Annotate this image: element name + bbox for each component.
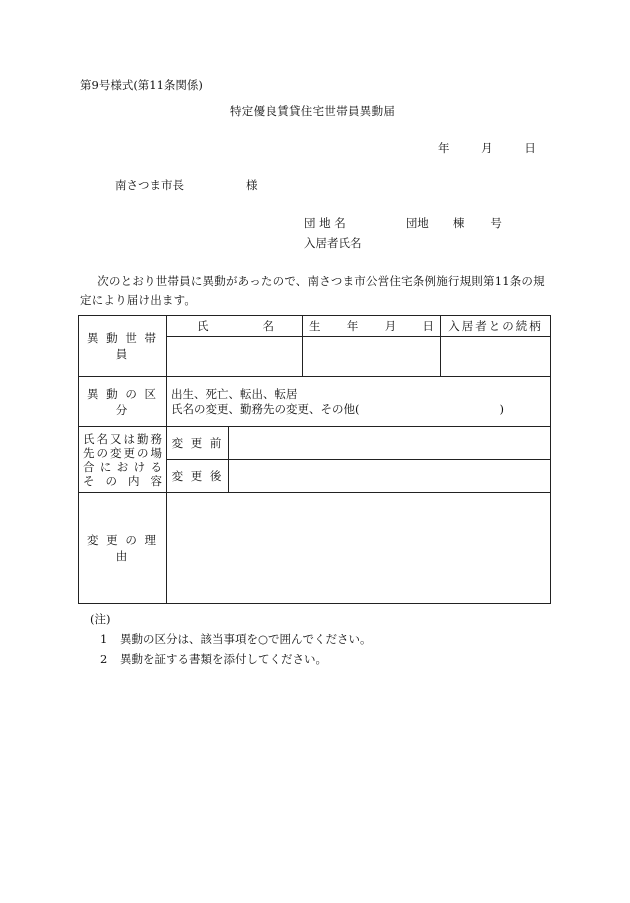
change-reason-label: 変 更 の 理 由 [79, 493, 167, 604]
document-title: 特定優良賃貸住宅世帯員異動届 [230, 104, 396, 118]
note-number: 2 [100, 652, 108, 666]
change-category-line2 [171, 402, 546, 417]
birthdate-input-cell[interactable] [303, 337, 441, 377]
birthdate-column-header [303, 316, 441, 337]
form-number-label: 第9号様式(第11条関係) [80, 78, 203, 92]
room-number-label: 号 [490, 216, 502, 230]
addressee-name: 南さつま市長 [115, 178, 184, 192]
notification-table [78, 315, 551, 604]
before-change-label: 変 更 前 [167, 427, 229, 460]
relation-input-cell[interactable] [441, 337, 551, 377]
birth-header-day: 日 [422, 319, 435, 333]
note-number: 1 [100, 632, 108, 646]
birth-header-year: 年 [346, 319, 370, 333]
changed-member-label: 異 動 世 帯 員 [79, 316, 167, 377]
change-reason-input-cell[interactable] [167, 493, 551, 604]
note-item [100, 634, 372, 646]
addressee-honorific: 様 [246, 178, 258, 192]
notes-heading: (注) [90, 612, 111, 626]
note-text: 異動を証する書類を添付してください。 [120, 652, 327, 666]
after-change-label: 変 更 後 [167, 460, 229, 493]
birth-header-month: 月 [384, 319, 408, 333]
change-category-options: 氏名の変更、勤務先の変更、その他( [171, 401, 360, 416]
date-month-label: 月 [481, 141, 493, 155]
building-label: 団地 [405, 216, 429, 230]
change-category-line1: 出生、死亡、転出、転居 [171, 386, 298, 401]
resident-name-label: 入居者氏名 [304, 236, 362, 250]
change-category-close: ) [499, 401, 504, 416]
addressee-line [115, 180, 258, 192]
birth-header-part1: 生 [309, 319, 332, 333]
change-content-label-line3: 合における [83, 459, 162, 474]
change-content-label-line2: 先の変更の場 [83, 445, 162, 460]
note-text: 異動の区分は、該当事項を○で囲んでください。 [120, 632, 372, 646]
date-line [438, 143, 536, 155]
relation-column-header: 入居者との続柄 [441, 316, 551, 337]
name-column-header [167, 316, 303, 337]
after-change-input-cell[interactable] [229, 460, 551, 493]
note-item [100, 654, 327, 666]
change-category-cell[interactable] [167, 377, 551, 427]
change-content-label [79, 427, 167, 493]
change-content-label-line4: そ の 内 容 [83, 473, 162, 488]
body-paragraph: 次のとおり世帯員に異動があったので、南さつま市公営住宅条例施行規則第11条の規定により届け出ます。 [80, 274, 545, 307]
danchi-line [304, 218, 502, 230]
change-content-label-line1: 氏名又は勤務 [83, 431, 162, 446]
change-category-label: 異 動 の 区 分 [79, 377, 167, 427]
date-year-label: 年 [438, 141, 450, 155]
name-header-part1: 氏 [197, 319, 209, 333]
before-change-input-cell[interactable] [229, 427, 551, 460]
danchi-name-label: 団 地 名 [304, 216, 346, 230]
building-unit-label: 棟 [452, 216, 465, 230]
date-day-label: 日 [524, 141, 536, 155]
name-header-part2: 名 [262, 319, 274, 333]
name-input-cell[interactable] [167, 337, 303, 377]
